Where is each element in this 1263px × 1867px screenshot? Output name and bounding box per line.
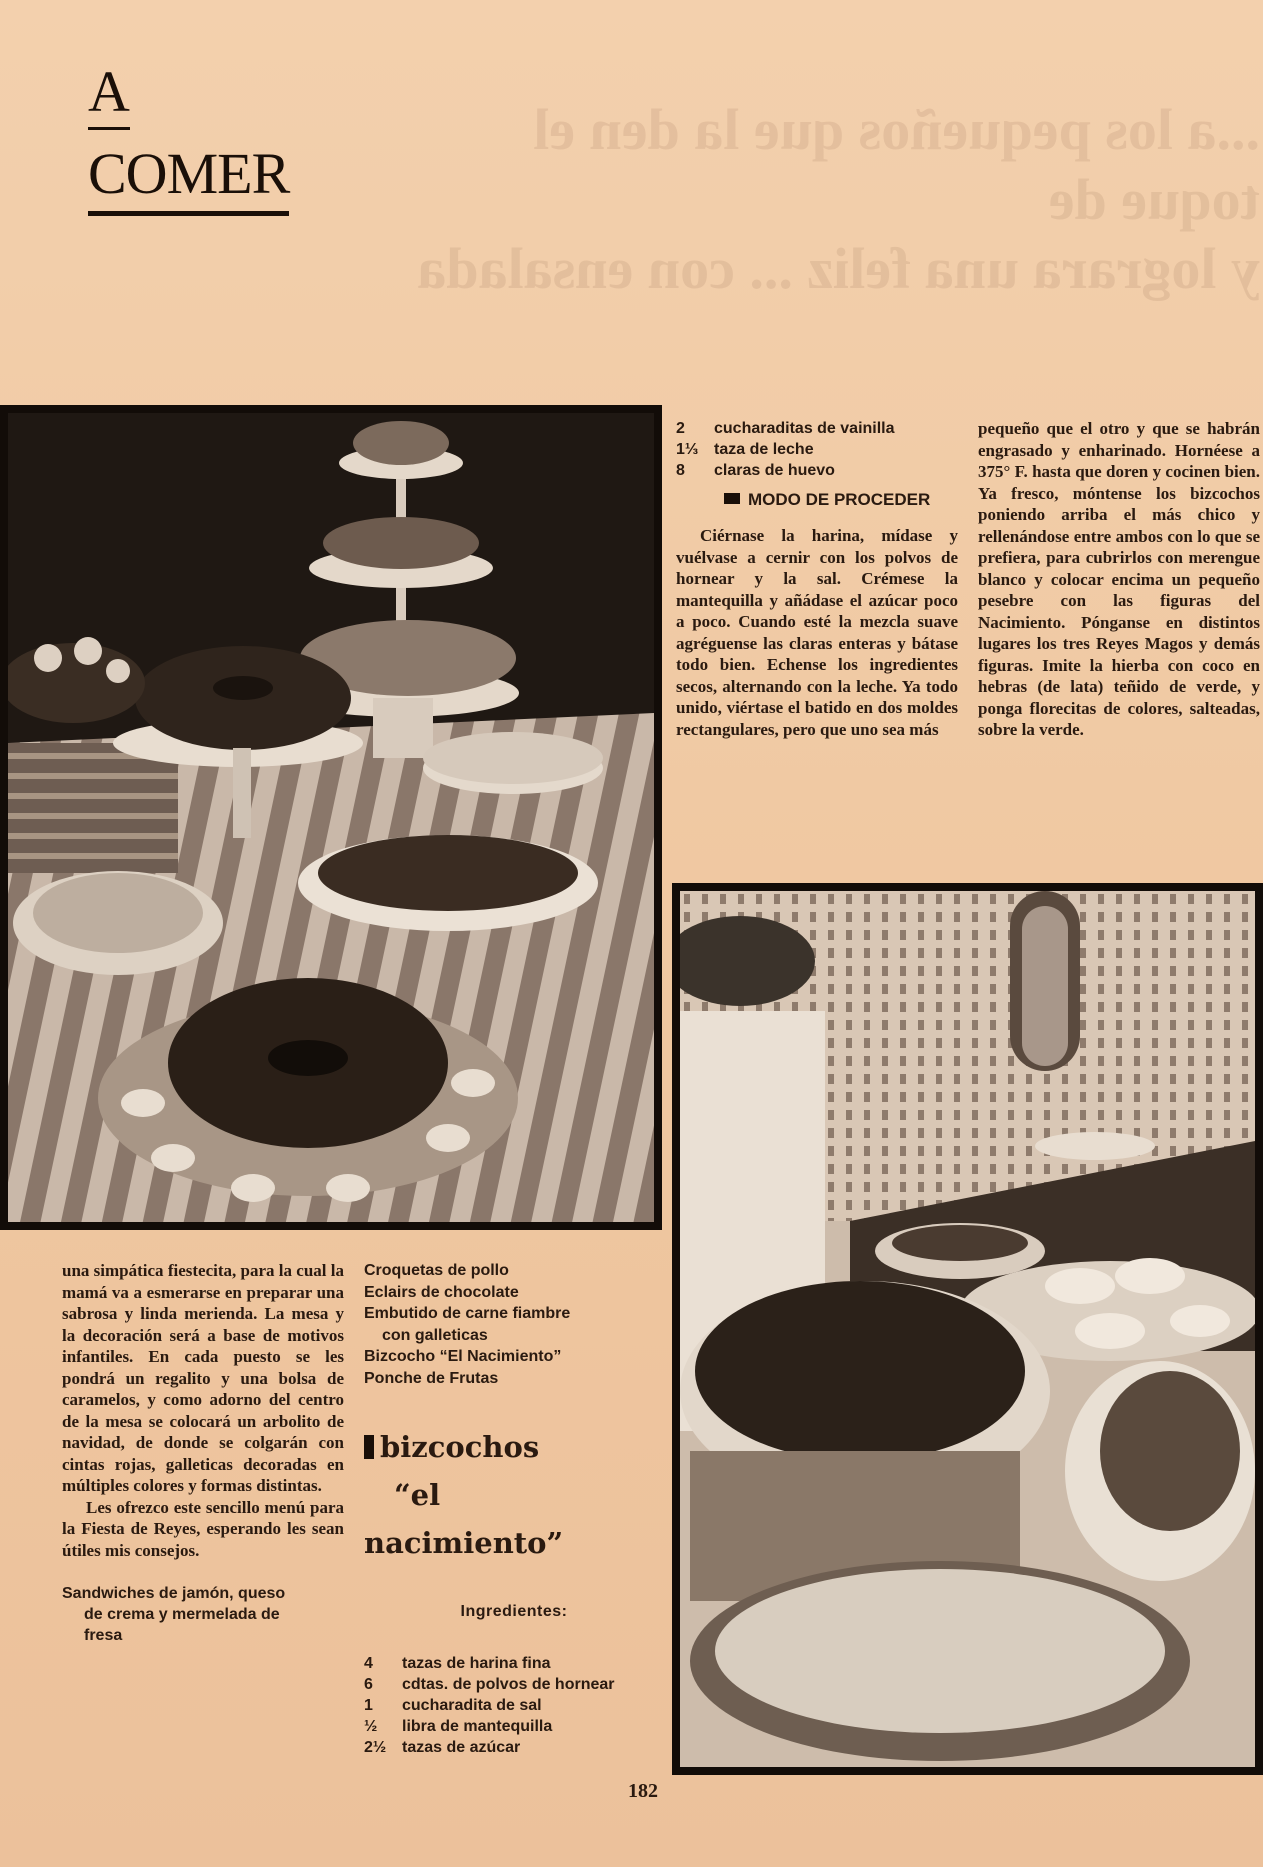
square-bullet-icon — [364, 1435, 374, 1459]
procedure-paragraph-continued: pequeño que el otro y que se habrán engrasado y enharinado. Hornéese a 375° F. hasta que doren y cocinen bien. Ya fresco, móntense los bizcochos poniendo arriba el más chico y rellenándose entre ambos con lo que se prefiera, para cubrirlos con merengue blanco y colocar encima un pequeño pesebre con las figuras del Nacimiento. Pónganse en distintos lugares los tres Reyes Magos y demás figuras. Imite la hierba con coco en hebras (de lata) teñido de verde, y ponga florecitas de colores, salteadas, sobre la verde. — [978, 419, 1260, 739]
buffet-illustration — [680, 891, 1255, 1767]
ingredients-heading: Ingredientes: — [460, 1603, 568, 1620]
ingredient-row: 4 tazas de harina fina — [364, 1654, 551, 1672]
intro-paragraph-2: Les ofrezco este sencillo menú para la Fiesta de Reyes, esperando les sean útiles mis consejos. — [62, 1497, 344, 1560]
party-table-illustration — [8, 413, 654, 1222]
recipe-column-middle — [676, 418, 958, 740]
ingredient-row: 6 cdtas. de polvos de hornear — [364, 1675, 615, 1693]
menu-item: con galleticas — [382, 1326, 488, 1344]
menu-item-sandwiches: Sandwiches de jamón, queso de crema y mermelada de fresa — [62, 1585, 286, 1644]
recipe-column-right — [978, 418, 1260, 741]
title-line-2: COMER — [88, 144, 289, 216]
bleed-through-text: ...a los pequeños que la den el toque de y lograra una feliz ... con ensalada — [417, 97, 1260, 302]
procedure-heading-text: MODO DE PROCEDER — [748, 490, 931, 509]
menu-and-recipe-column — [364, 1260, 664, 1758]
intro-column — [62, 1260, 344, 1646]
menu-list — [364, 1260, 664, 1389]
menu-item: Bizcocho “El Nacimiento” — [364, 1348, 562, 1365]
intro-paragraph-1: una simpática fiestecita, para la cual la mamá va a esmerarse en preparar una sabrosa y linda merienda. La mesa y la decoración será a base de motivos infantiles. En cada puesto se les pondrá un regalito y una bolsa de caramelos, y como adorno del centro de la mesa se colocará un arbolito de navidad, de donde se colgarán con cintas rojas, galleticas decoradas en múltiples colores y formas distintas. — [62, 1261, 344, 1495]
ingredient-text: cucharaditas de vainilla — [714, 420, 895, 437]
square-bullet-icon — [724, 493, 740, 504]
menu-item: Croquetas de pollo — [364, 1262, 509, 1279]
ingredient-row — [676, 439, 958, 460]
page-number: 182 — [628, 1780, 658, 1802]
section-title — [88, 59, 290, 216]
procedure-heading — [724, 489, 958, 511]
ingredient-qty: 2 — [676, 420, 685, 437]
menu-item: Ponche de Frutas — [364, 1369, 499, 1387]
ingredient-text: taza de leche — [714, 441, 814, 458]
menu-item: Eclairs de chocolate — [364, 1283, 519, 1301]
title-line-1: A — [88, 62, 130, 130]
recipe-title: bizcochos “el nacimiento” — [364, 1430, 564, 1560]
ingredient-row: 1 cucharadita de sal — [364, 1696, 542, 1714]
ingredient-text: claras de huevo — [714, 462, 835, 479]
ingredient-row — [676, 460, 958, 481]
ingredient-row: ½ libra de mantequilla — [364, 1717, 553, 1735]
ingredient-row — [676, 418, 958, 439]
ingredient-qty: 1⅓ — [676, 441, 699, 458]
ingredient-qty: 8 — [676, 462, 685, 479]
menu-item: Embutido de carne fiambre — [364, 1305, 571, 1322]
ingredient-row: 2½ tazas de azúcar — [364, 1738, 521, 1756]
procedure-paragraph: Ciérnase la harina, mídase y vuélvase a cernir con los polvos de hornear y la sal. Crémese la mantequilla y añádase el azúcar poco a poco. Cuando esté la mezcla suave agréguense las claras enteras y bátase todo bien. Echense los ingredientes secos, alternando con la leche. Ya todo unido, viértase el batido en dos moldes rectangulares, pero que uno sea más — [676, 526, 958, 739]
photo-buffet-table — [672, 883, 1263, 1775]
photo-party-table — [0, 405, 662, 1230]
